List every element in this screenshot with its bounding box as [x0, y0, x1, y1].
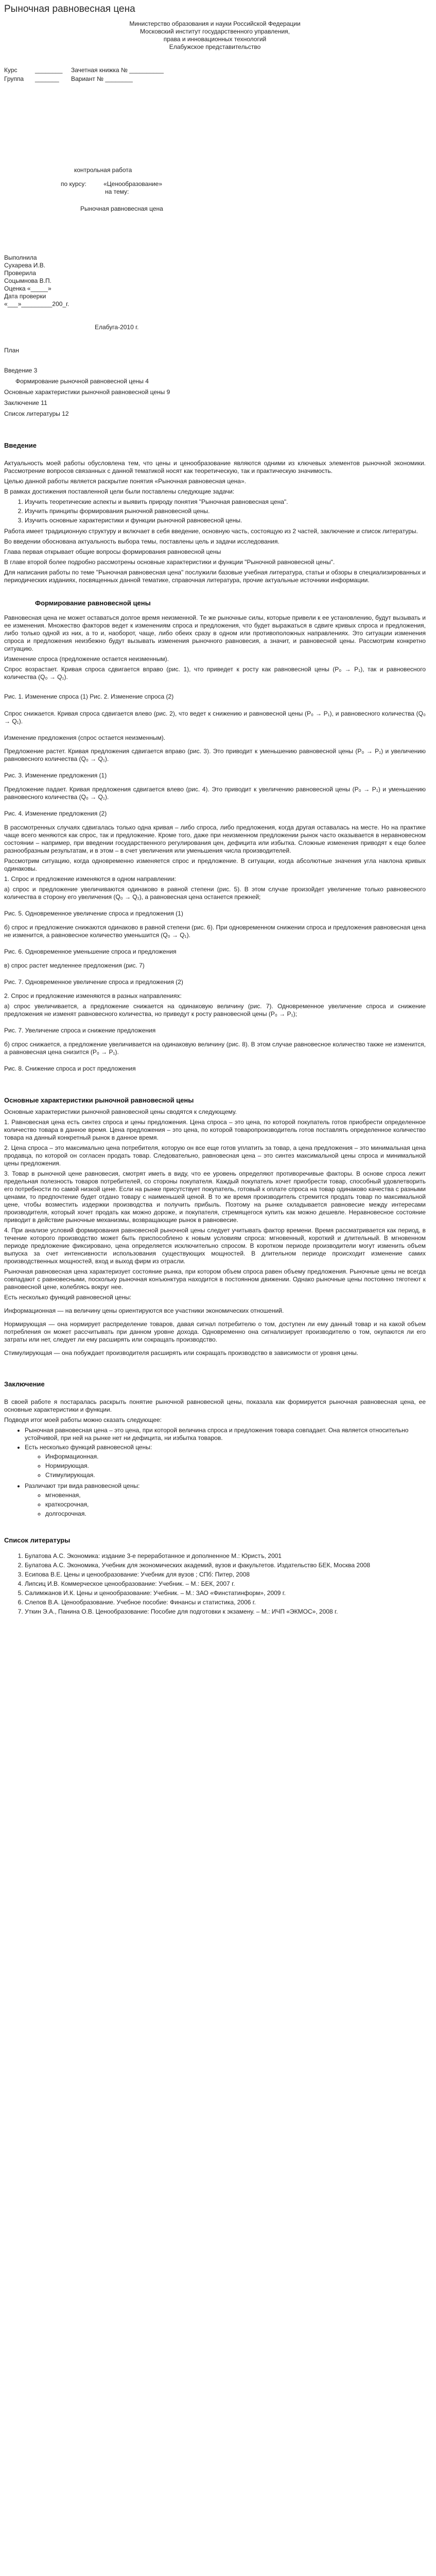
- ch2-paragraph: 1. Равновесная цена есть синтез спроса и цены предложения. Цена спроса – это цена, по которой покупатель готов приобрести определенное количество товара в данное время. Цена предложения – это цена, по которой товаропроизводитель готов поставлять определенное количество товара на данный конкретный рынок в данное время.: [4, 1118, 426, 1141]
- ch1-paragraph: Спрос возрастает. Кривая спроса сдвигается вправо (рис. 1), что приведет к росту как равновесной цены (P₀ → P₁), так и равновесного количества (Q₀ → Q₁).: [4, 666, 426, 681]
- document-page: [0, 4, 436, 2576]
- ch2-paragraph: Есть несколько функций равновесной цены:: [4, 1294, 132, 1301]
- conclusion-subitem: ◦ Нормирующая.: [45, 1462, 426, 1470]
- intro-paragraph: Работа имеет традиционную структуру и включает в себя введение, основную часть, состоящую из 2 частей, заключение и список литературы.: [4, 528, 418, 535]
- ch1-paragraph: в) спрос растет медленнее предложения (рис. 7): [4, 962, 145, 969]
- conclusion-item: • Есть несколько функций равновесной цены:: [25, 1444, 426, 1451]
- literature-heading: Список литературы: [4, 1536, 71, 1544]
- work-type: контрольная работа: [74, 166, 132, 174]
- ch1-paragraph: Предложение растет. Кривая предложения сдвигается вправо (рис. 3). Это приводит к уменьшению равновесной цены (P₀ → P₁) и увеличению равновесного количества (Q₀ → Q₁).: [4, 748, 426, 762]
- toc-label: План: [4, 347, 19, 354]
- conclusion-subitem: ◦ долгосрочная.: [45, 1510, 426, 1518]
- variant-label: Вариант № ________: [71, 75, 133, 82]
- ch2-paragraph: 2. Цена спроса – это максимально цена потребителя, которую он все еще готов уплатить за товар, а цена предложения – это минимальная цена продавца, по которой он согласен продать товар. Следовательно, равновесная цена – это синтез максимальной цены спроса и минимальной цены предложения.: [4, 1144, 426, 1167]
- literature-item: 1. Булатова А.С. Экономика: издание 3-е переработанное и дополненное М.: Юристъ, 2001: [25, 1552, 426, 1560]
- conclusion-subitem: ◦ Стимулирующая.: [45, 1471, 426, 1479]
- ch2-paragraph: 4. При анализе условий формирования равновесной рыночной цены следует учитывать фактор времени. Время рассматривается как период, в течение которого производство может быть приспособлено к новым условиям спроса: мгновенный, короткий и длительный. В мгновенном периоде предложение фиксировано, цена определяется исключительно спросом. В коротком периоде производители могут изменить объем выпуска за счет интенсивности использования существующих мощностей. В длительном периоде происходит изменение самих производственных мощностей, вход и выход фирм из отрасли.: [4, 1227, 426, 1265]
- figure-caption: Рис. 7. Одновременное увеличение спроса и предложения (2): [4, 978, 183, 986]
- conclusion-paragraph: В своей работе я постаралась раскрыть понятие рыночной равновесной цены, показала как формируется рыночная равновесная цена, ее основные характеристики и функции.: [4, 1398, 426, 1413]
- figure-caption: Рис. 6. Одновременное уменьшение спроса и предложения: [4, 948, 177, 955]
- header-line-4: Елабужское представительство: [169, 43, 261, 50]
- literature-item: 5. Салимжанов И.К. Цены и ценообразование: Учебник. – М.: ЗАО «Финстатинформ», 2009 г.: [25, 1589, 426, 1597]
- author-line-2: Сухарева И.В.: [4, 262, 46, 269]
- literature-list: [4, 1552, 426, 1616]
- figure-caption: Рис. 8. Снижение спроса и рост предложения: [4, 1065, 136, 1072]
- figure-caption: Рис. 3. Изменение предложения (1): [4, 772, 107, 779]
- kurs-label: Курс: [4, 66, 18, 74]
- ch1-paragraph: В рассмотренных случаях сдвигалась только одна кривая – либо спроса, либо предложения, когда другая оставалась на месте. Но на практике чаще всего меняются как спрос, так и предложение. Кроме того, даже при неизменном предложении рынок часто оказывается в неравновесном состоянии – например, при введении государственного регулирования цен, дефицита или избытка. Сложные изменения приводят к еще более разнообразным результатам, и в этом – в счет увеличения или уменьшения числа производителей.: [4, 824, 426, 854]
- task-item: 1. Изучить теоретические аспекты и выявить природу понятия "Рыночная равновесная цена".: [25, 498, 426, 506]
- literature-item: 6. Слепов В.А. Ценообразование. Учебное пособие: Финансы и статистика, 2006 г.: [25, 1599, 426, 1606]
- subject-prefix: по курсу:: [61, 180, 86, 188]
- topic-name: Рыночная равновесная цена: [80, 205, 163, 212]
- conclusion-heading: Заключение: [4, 1380, 45, 1388]
- figure-caption: Рис. 4. Изменение предложения (2): [4, 810, 107, 817]
- author-line-7: «___»_________200_г.: [4, 300, 69, 308]
- toc-item: Заключение 11: [4, 399, 47, 406]
- ch1-paragraph: Изменение предложения (спрос остается неизменным).: [4, 734, 166, 741]
- conclusion-paragraph: Подводя итог моей работы можно сказать следующее:: [4, 1416, 162, 1423]
- literature-item: 3. Есипова В.Е. Цены и ценообразование: Учебник для вузов ; СПб: Питер, 2008: [25, 1571, 426, 1579]
- student-form: [4, 66, 426, 83]
- ch1-paragraph: б) спрос снижается, а предложение увеличивается на одинаковую величину (рис. 8). В этом случае равновесное количество также не изменится, а равновесная цена снизится (P₀ → P₁).: [4, 1041, 426, 1056]
- ch2-paragraph: Основные характеристики рыночной равновесной цены сводятся к следующему.: [4, 1108, 237, 1115]
- author-line-3: Проверила: [4, 269, 36, 277]
- ch2-paragraph: Стимулирующая — она побуждает производителя расширять или сокращать производство в зависимости от уровня цены.: [4, 1349, 359, 1357]
- chapter1-heading: Формирование равновесной цены: [35, 599, 151, 607]
- intro-paragraph: Глава первая открывает общие вопросы формирования равновесной цены: [4, 548, 221, 555]
- literature-item: 7. Уткин Э.А., Панина О.В. Ценообразование: Пособие для подготовки к экзамену. – М.: ИЧП «ЭКМОС», 2008 г.: [25, 1608, 426, 1616]
- group-label: Группа: [4, 75, 24, 82]
- ch1-paragraph: 2. Спрос и предложение изменяются в разных направлениях:: [4, 992, 182, 999]
- conclusion-list: [4, 1427, 426, 1518]
- chapter2-heading: Основные характеристики рыночной равновесной цены: [4, 1096, 194, 1104]
- task-item: 3. Изучить основные характеристики и функции рыночной равновесной цены.: [25, 517, 426, 524]
- subject-name: «Ценообразование»: [103, 180, 163, 188]
- work-block: [4, 166, 426, 213]
- conclusion-item: • Рыночная равновесная цена – это цена, при которой величина спроса и предложения товара совпадает. Она является относительно устойчивой, при ней на рынке нет ни дефицита, ни избытка товаров.: [25, 1427, 426, 1442]
- ch1-paragraph: Рассмотрим ситуацию, когда одновременно изменяется спрос и предложение. В ситуации, когда абсолютные значения угла наклона кривых одинаковы.: [4, 857, 426, 872]
- group-value: _______: [35, 75, 59, 82]
- zachetka-label: Зачетная книжка № __________: [71, 66, 164, 74]
- ch1-paragraph: Изменение спроса (предложение остается неизменным).: [4, 655, 169, 663]
- ch1-paragraph: б) спрос и предложение снижаются одинаково в равной степени (рис. 6). При одновременном снижении спроса и предложения равновесная цена не изменится, а равновесное количество уменьшится (Q₀ → Q₁).: [4, 924, 426, 939]
- ch2-paragraph: Рыночная равновесная цена характеризует состояние рынка, при котором объем спроса равен объему предложения. Рыночные цены не всегда совпадают с равновесными, поскольку рыночная конъюнктура находится в постоянном движении. Однако рыночные цены постоянно тяготеют к равновесной цене, колеблясь вокруг нее.: [4, 1268, 426, 1291]
- toc-item: Введение 3: [4, 367, 38, 374]
- toc-item: Список литературы 12: [4, 410, 69, 417]
- ch2-paragraph: Информационная — на величину цены ориентируются все участники экономических отношений.: [4, 1307, 284, 1314]
- subject-line: [61, 180, 426, 188]
- literature-item: 4. Липсиц И.В. Коммерческое ценообразование: Учебник. – М.: БЕК, 2007 г.: [25, 1580, 426, 1588]
- ch2-paragraph: Нормирующая — она нормирует распределение товаров, давая сигнал потребителю о том, доступен ли ему данный товар и на какой объем потребления он может рассчитывать при данном уровне дохода. Одновременно она сигнализирует производителю о том, окупаются ли его затраты или нет, следует ли ему расширять или сокращать производство.: [4, 1320, 426, 1343]
- figure-caption: Рис. 5. Одновременное увеличение спроса и предложения (1): [4, 910, 183, 917]
- kurs-value: ________: [35, 66, 63, 74]
- ch1-paragraph: а) спрос и предложение увеличиваются одинаково в равной степени (рис. 5). В этом случае произойдет увеличение только равновесного количества в сторону его увеличения (Q₀ → Q₁), а равновесная цена останется прежней;: [4, 886, 426, 901]
- intro-paragraph: Целью данной работы является раскрытие понятия «Рыночная равновесная цена».: [4, 478, 246, 485]
- task-item: 2. Изучить принципы формирования рыночной равновесной цены.: [25, 507, 426, 515]
- header-line-1: Министерство образования и науки Российской Федерации: [129, 20, 301, 27]
- conclusion-item: • Различают три вида равновесной цены:: [25, 1482, 426, 1490]
- author-line-5: Оценка «_____»: [4, 285, 51, 292]
- intro-paragraph: Во введении обоснована актуальность выбора темы, поставлены цель и задачи исследования.: [4, 538, 280, 545]
- ch1-paragraph: 1. Спрос и предложение изменяются в одном направлении:: [4, 875, 177, 883]
- document-title: Рыночная равновесная цена: [4, 4, 135, 14]
- ch1-paragraph: Равновесная цена не может оставаться долгое время неизменной. Те же рыночные силы, которые привели к ее установлению, будут вызывать и ее изменения. Множество факторов ведет к изменениям спроса и предложения, что будет выражаться в сдвиге кривых спроса и предложения, либо только одной из них, а то и, наоборот, чаще, либо обеих сразу в одном или противоположных направлениях. Это ситуации изменения спроса и предложения неизбежно будут вызывать изменения рыночного равновесия, а значит, и равновесной цены. Рассмотрим конкретно ситуацию.: [4, 614, 426, 652]
- conclusion-subitem: ◦ краткосрочная,: [45, 1501, 426, 1509]
- literature-item: 2. Булатова А.С. Экономика, Учебник для экономических академий, вузов и факультетов. Издательство БЕК, Москва 2008: [25, 1562, 426, 1569]
- figure-caption: Рис. 1. Изменение спроса (1) Рис. 2. Изменение спроса (2): [4, 693, 174, 700]
- toc-item: Основные характеристики рыночной равновесной цены 9: [4, 388, 170, 396]
- table-of-contents: [4, 347, 426, 418]
- topic-prefix: на тему:: [105, 188, 129, 195]
- ch1-paragraph: Предложение падает. Кривая предложения сдвигается влево (рис. 4). Это приводит к увеличению равновесной цены (P₀ → P₁) и уменьшению равновесного количества (Q₀ → Q₁).: [4, 786, 426, 801]
- intro-paragraph: Для написания работы по теме "Рыночная равновесная цена" послужили базовые учебная литература, статьи и обзоры в специализированных и периодических изданиях, посвященных данной тематике, справочная литература, прочие актуальные источники информации.: [4, 569, 426, 584]
- author-line-4: Соцымнова В.П.: [4, 277, 51, 284]
- ch1-paragraph: Спрос снижается. Кривая спроса сдвигается влево (рис. 2), что ведет к снижению и равновесной цены (P₀ → P₁), и равновесного количества (Q₀ → Q₁).: [4, 710, 426, 725]
- intro-paragraph: В главе второй более подробно рассмотрены основные характеристики и функции "Рыночной равновесной цены".: [4, 558, 335, 566]
- author-block: [4, 254, 426, 308]
- conclusion-subitem: ◦ мгновенная,: [45, 1492, 426, 1499]
- header-line-2: Московский институт государственного управления,: [139, 28, 290, 35]
- ch1-paragraph: а) спрос увеличивается, а предложение снижается на одинаковую величину (рис. 7). Одновременное увеличение спроса и снижение предложения не изменят равновесного количества, но приведут к росту равновесной цены (P₀ → P₁);: [4, 1003, 426, 1018]
- intro-paragraph: Актуальность моей работы обусловлена тем, что цены и ценообразование являются одними из ключевых элементов рыночной экономики. Рассмотрение вопросов связанных с данной тематикой носят как теоретическую, так и практическую значимость.: [4, 460, 426, 474]
- institution-header: [4, 20, 426, 51]
- author-line-6: Дата проверки: [4, 293, 46, 300]
- author-line-1: Выполнила: [4, 254, 37, 261]
- city-year: Елабуга-2010 г.: [95, 324, 139, 331]
- figure-caption: Рис. 7. Увеличение спроса и снижение предложения: [4, 1027, 156, 1034]
- ch2-paragraph: 3. Товар в рыночной цене равновесия, смотрят иметь в виду, что ее уровень определяют противоречивые факторы. В основе спроса лежит предельная полезность товаров потребителей, со стороны покупателя. Каждый покупатель хочет приобрести товар, способный удовлетворить его потребности по самой низкой цене. Если на рынке присутствует покупатель, готовый к оплате спроса на товар одинаково качества с разными ценами, то предпочтение будет отдано товару с наименьшей ценой. В то же время производитель стремится продать товар по максимальной цене, чтобы возместить издержки производства и получить прибыль. Поэтому на рынке складывается равновесие между интересами производителя, который хочет продать как можно дороже, и покупателя, стремящегося купить как можно дешевле. Неравновесное состояние приводит в действие рыночные механизмы, возвращающие рынок в равновесие.: [4, 1170, 426, 1224]
- toc-item: Формирование рыночной равновесной цены 4: [15, 378, 149, 385]
- header-line-3: права и инновационных технологий: [163, 36, 267, 43]
- tasks-list: [4, 498, 426, 524]
- intro-paragraph: В рамках достижения поставленной цели были поставлены следующие задачи:: [4, 488, 235, 495]
- intro-heading: Введение: [4, 442, 37, 449]
- conclusion-subitem: ◦ Информационная.: [45, 1453, 426, 1461]
